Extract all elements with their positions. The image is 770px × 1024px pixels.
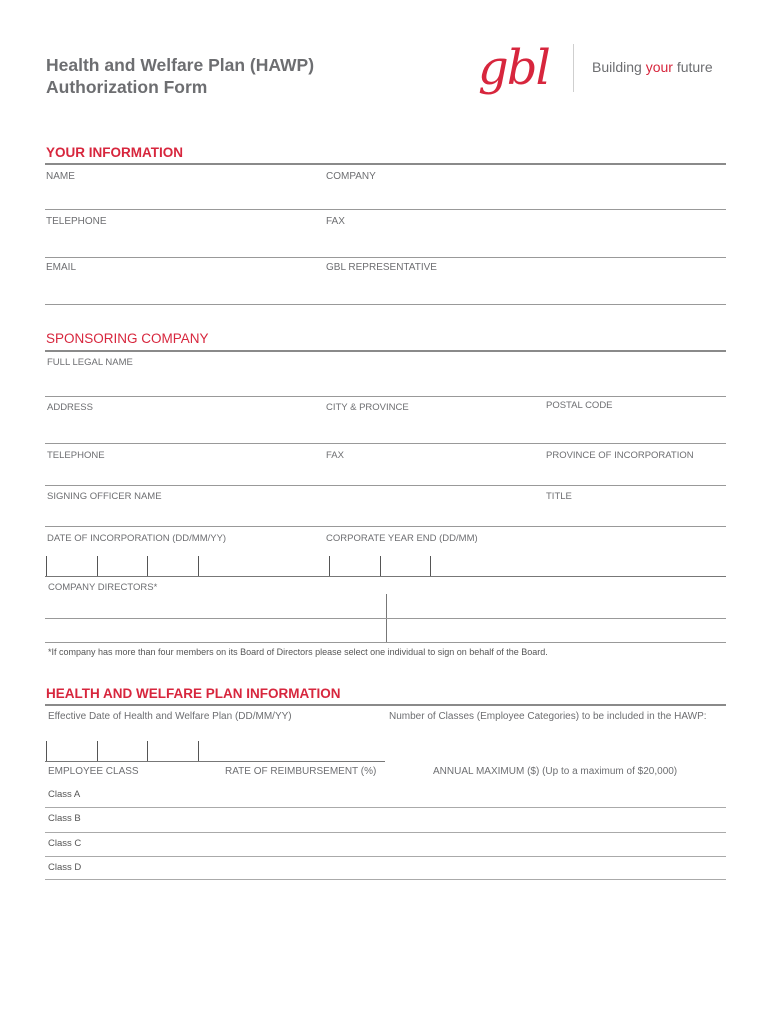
date-box-divider <box>329 556 330 576</box>
tagline <box>592 59 713 75</box>
form-title-line1: Health and Welfare Plan (HAWP) <box>46 55 315 75</box>
field-rule[interactable] <box>45 209 726 210</box>
date-boxes-rule[interactable] <box>45 576 726 577</box>
form-title <box>46 54 314 98</box>
section-rule <box>45 350 726 352</box>
date-box-divider <box>97 556 98 576</box>
sponsor-telephone-label: TELEPHONE <box>47 450 105 461</box>
tagline-before: Building <box>592 59 646 75</box>
directors-footnote: *If company has more than four members on its Board of Directors please select one individual to sign on behalf of the Board. <box>48 647 548 657</box>
logo-divider <box>573 44 574 92</box>
employee-class-header: EMPLOYEE CLASS <box>48 766 139 777</box>
date-box-divider <box>380 556 381 576</box>
company-directors-label: COMPANY DIRECTORS* <box>48 582 158 593</box>
signing-officer-label: SIGNING OFFICER NAME <box>47 491 162 502</box>
effective-date-label: Effective Date of Health and Welfare Plan (DD/MM/YY) <box>48 711 292 722</box>
gbl-logo: gbl <box>478 40 549 96</box>
title-label: TITLE <box>546 491 572 502</box>
class-row-label: Class B <box>48 813 81 824</box>
date-box-divider <box>430 556 431 576</box>
plan-information-heading: HEALTH AND WELFARE PLAN INFORMATION <box>46 686 341 701</box>
company-label: COMPANY <box>326 171 376 182</box>
section-rule <box>45 704 726 706</box>
date-box-divider <box>46 741 47 761</box>
corporate-year-end-label: CORPORATE YEAR END (DD/MM) <box>326 533 478 544</box>
class-row-rule[interactable] <box>45 879 726 880</box>
field-rule[interactable] <box>45 257 726 258</box>
directors-rule[interactable] <box>45 618 726 619</box>
section-rule <box>45 163 726 165</box>
annual-maximum-header: ANNUAL MAXIMUM ($) (Up to a maximum of $20,000) <box>433 766 678 777</box>
field-rule[interactable] <box>45 396 726 397</box>
telephone-label: TELEPHONE <box>46 216 107 227</box>
field-rule[interactable] <box>45 443 726 444</box>
date-box-divider <box>147 556 148 576</box>
date-box-divider <box>198 556 199 576</box>
class-row-label: Class A <box>48 789 81 800</box>
form-title-line2: Authorization Form <box>46 77 208 97</box>
tagline-after: future <box>672 59 713 75</box>
sponsoring-company-heading: SPONSORING COMPANY <box>46 331 209 346</box>
gbl-representative-label: GBL REPRESENTATIVE <box>326 262 437 273</box>
address-label: ADDRESS <box>47 402 93 413</box>
name-label: NAME <box>46 171 75 182</box>
fax-label: FAX <box>326 216 345 227</box>
number-of-classes-label: Number of Classes (Employee Categories) to be included in the HAWP: <box>389 711 707 722</box>
tagline-accent: your <box>645 59 673 75</box>
field-rule[interactable] <box>45 526 726 527</box>
class-row-rule[interactable] <box>45 807 726 808</box>
city-province-label: CITY & PROVINCE <box>326 402 409 413</box>
email-label: EMAIL <box>46 262 77 273</box>
directors-rule[interactable] <box>45 642 726 643</box>
full-legal-name-label: FULL LEGAL NAME <box>47 357 133 368</box>
class-row-label: Class C <box>48 838 82 849</box>
field-rule[interactable] <box>45 304 726 305</box>
date-box-divider <box>97 741 98 761</box>
field-rule[interactable] <box>45 485 726 486</box>
class-row-label: Class D <box>48 862 82 873</box>
class-row-rule[interactable] <box>45 856 726 857</box>
postal-code-label: POSTAL CODE <box>546 400 613 411</box>
class-row-rule[interactable] <box>45 832 726 833</box>
effective-date-rule[interactable] <box>45 761 385 762</box>
rate-of-reimbursement-header: RATE OF REIMBURSEMENT (%) <box>225 766 377 777</box>
your-information-heading: YOUR INFORMATION <box>46 145 183 160</box>
date-box-divider <box>198 741 199 761</box>
sponsor-fax-label: FAX <box>326 450 344 461</box>
date-incorporation-label: DATE OF INCORPORATION (DD/MM/YY) <box>47 533 227 544</box>
date-box-divider <box>46 556 47 576</box>
province-incorporation-label: PROVINCE OF INCORPORATION <box>546 450 694 461</box>
date-box-divider <box>147 741 148 761</box>
